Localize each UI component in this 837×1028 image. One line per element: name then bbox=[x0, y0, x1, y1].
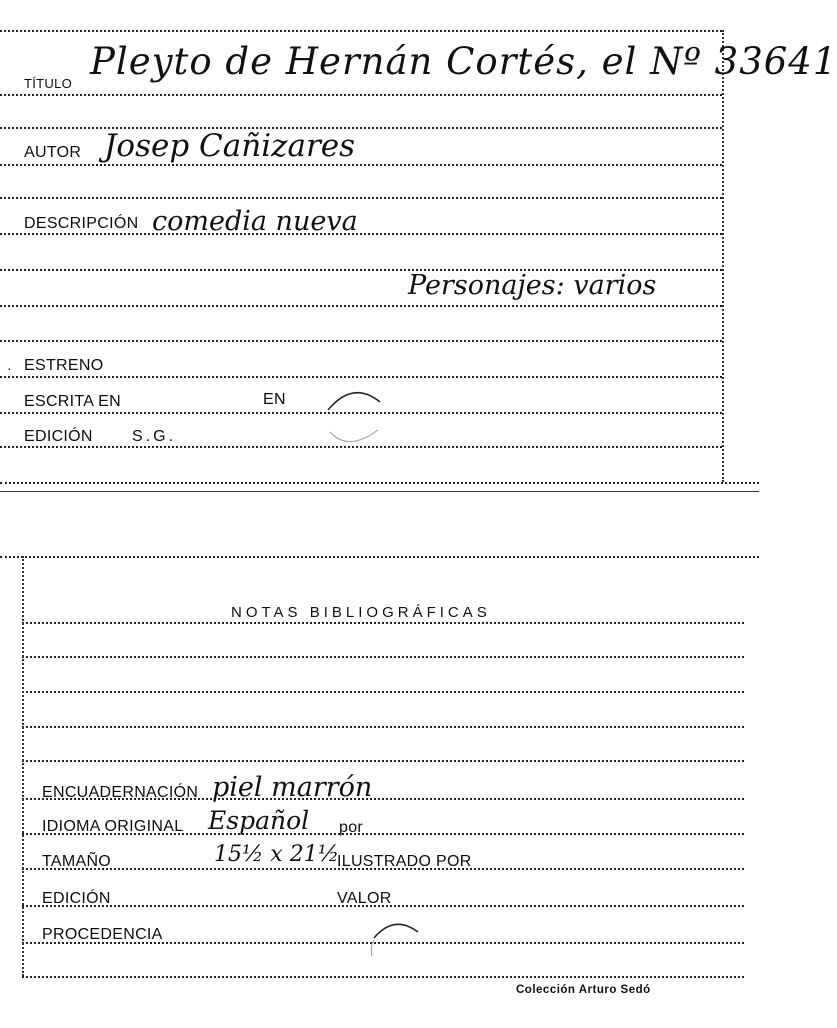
titulo-label: TÍTULO bbox=[24, 76, 73, 91]
autor-label: AUTOR bbox=[24, 144, 82, 161]
card-right-border bbox=[722, 30, 724, 482]
encuadernacion-label: ENCUADERNACIÓN bbox=[42, 784, 199, 801]
tamano-value: 15½ x 21½ bbox=[214, 842, 340, 867]
bullet-mark: · bbox=[7, 360, 12, 376]
stamp-mark bbox=[366, 916, 426, 966]
idioma-original-label: IDIOMA ORIGINAL bbox=[42, 818, 184, 835]
ruled-line bbox=[0, 340, 722, 342]
ruled-line bbox=[0, 164, 722, 166]
ruled-line bbox=[22, 760, 744, 762]
autor-value: Josep Cañizares bbox=[104, 128, 356, 164]
ruled-line bbox=[0, 197, 722, 199]
escrita-en-label: ESCRITA EN bbox=[24, 393, 121, 410]
valor-label: VALOR bbox=[337, 890, 392, 907]
ilustrado-por-label: ILUSTRADO POR bbox=[337, 853, 472, 870]
ruled-line bbox=[0, 305, 722, 307]
edicion-bottom-label: EDICIÓN bbox=[42, 890, 111, 907]
stamp-mark bbox=[318, 380, 388, 450]
card-separator bbox=[0, 491, 759, 492]
card-left-border bbox=[22, 556, 24, 976]
procedencia-label: PROCEDENCIA bbox=[42, 926, 163, 943]
encuadernacion-value: piel marrón bbox=[212, 772, 373, 803]
descripcion-label: DESCRIPCIÓN bbox=[24, 215, 139, 232]
ruled-line bbox=[0, 556, 759, 558]
edicion-value: S.G. bbox=[132, 428, 177, 445]
collection-footer: Colección Arturo Sedó bbox=[516, 984, 651, 996]
ruled-line bbox=[0, 94, 722, 96]
ruled-line bbox=[22, 656, 744, 658]
idioma-por-label: por bbox=[339, 819, 364, 836]
titulo-value: Pleyto de Hernán Cortés, el Nº 33641 bbox=[90, 40, 837, 83]
personajes-value: Personajes: varios bbox=[408, 270, 657, 301]
catalog-card-top bbox=[0, 0, 837, 490]
ruled-line bbox=[22, 622, 744, 624]
idioma-original-value: Español bbox=[208, 806, 310, 835]
ruled-line bbox=[0, 482, 759, 484]
tamano-label: TAMAÑO bbox=[42, 853, 112, 870]
edicion-label: EDICIÓN bbox=[24, 428, 93, 445]
catalog-card-bottom bbox=[0, 548, 759, 1028]
escrita-en-en-label: EN bbox=[263, 391, 286, 408]
ruled-line bbox=[0, 233, 722, 235]
notas-heading: NOTAS BIBLIOGRÁFICAS bbox=[231, 604, 491, 621]
ruled-line bbox=[22, 976, 744, 978]
ruled-line bbox=[0, 30, 722, 32]
ruled-line bbox=[22, 726, 744, 728]
ruled-line bbox=[22, 691, 744, 693]
estreno-label: ESTRENO bbox=[24, 357, 104, 374]
descripcion-value: comedia nueva bbox=[152, 206, 358, 237]
ruled-line bbox=[0, 376, 722, 378]
